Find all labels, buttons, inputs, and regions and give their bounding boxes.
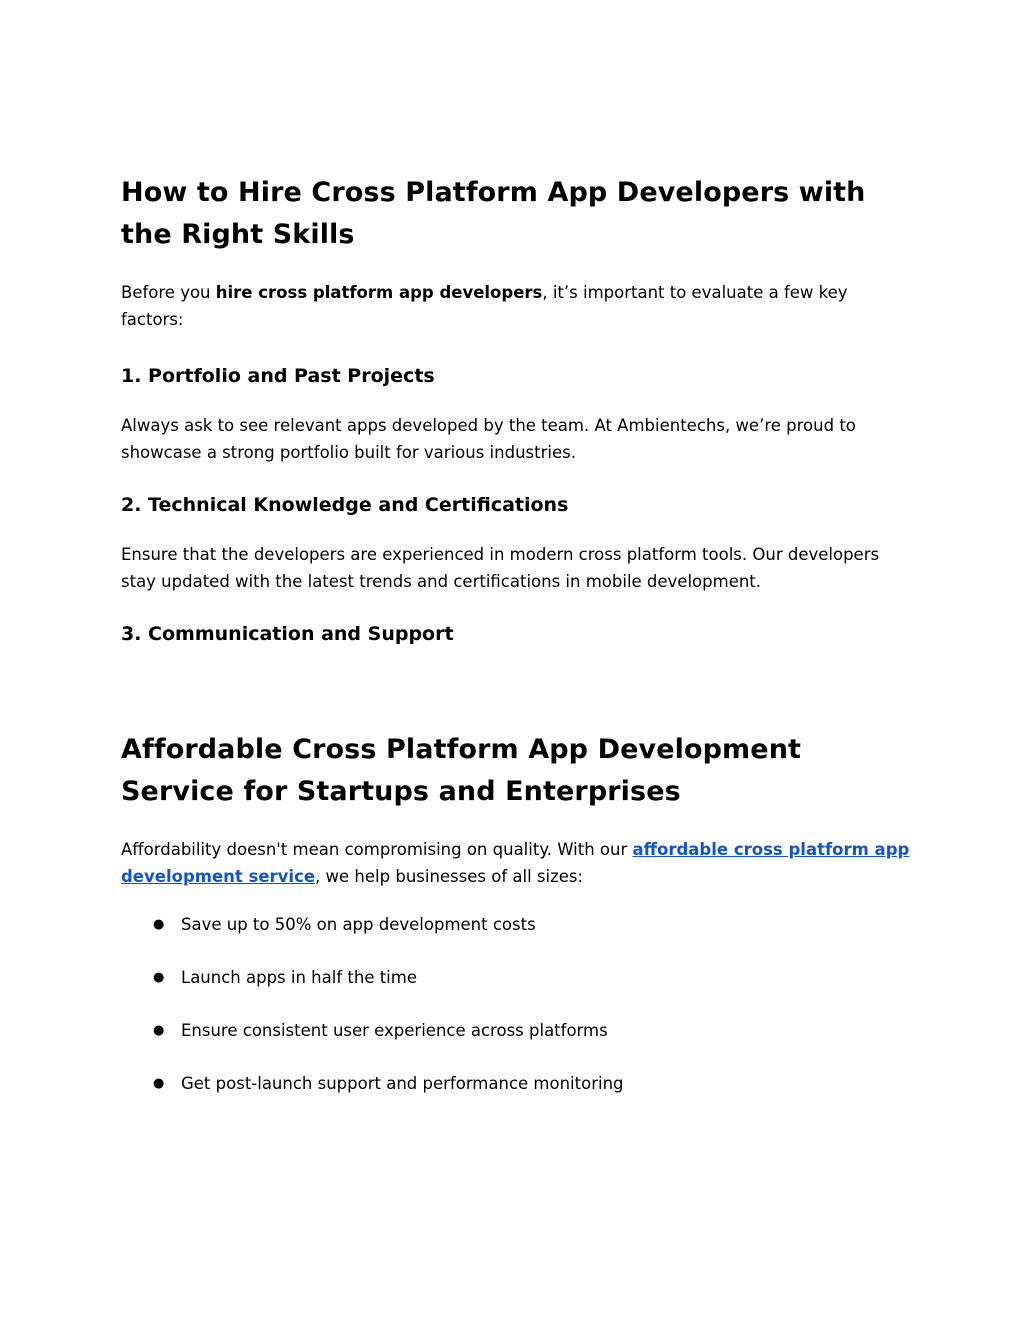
bullet-icon: ● — [153, 1023, 165, 1038]
list-item-text: Get post-launch support and performance monitoring — [181, 1074, 624, 1093]
intro-text-before: Before you — [121, 283, 216, 302]
benefits-list — [121, 912, 911, 1097]
subheading-communication: 3. Communication and Support — [121, 623, 454, 645]
paragraph-portfolio: Always ask to see relevant apps developed by the team. At Ambientechs, we’re proud to showcase a strong portfolio built for various industries. — [121, 416, 856, 462]
intro-text-after: , it’s important to evaluate a few key factors: — [121, 283, 848, 329]
bullet-icon: ● — [153, 917, 165, 932]
list-item — [121, 912, 911, 938]
bullet-icon: ● — [153, 1076, 165, 1091]
paragraph-technical-knowledge: Ensure that the developers are experienced in modern cross platform tools. Our developers stay updated with the latest trends and certifications in mobile development. — [121, 545, 880, 591]
list-item-text: Ensure consistent user experience across platforms — [181, 1021, 608, 1040]
list-item — [121, 1018, 911, 1044]
affordable-text-before: Affordability doesn't mean compromising on quality. With our — [121, 840, 633, 859]
intro-paragraph-affordable — [121, 837, 911, 890]
list-item-text: Save up to 50% on app development costs — [181, 915, 536, 934]
intro-paragraph-hire — [121, 280, 911, 333]
list-item — [121, 965, 911, 991]
intro-text-bold: hire cross platform app developers — [215, 283, 543, 302]
list-item — [121, 1071, 911, 1097]
subheading-technical-knowledge: 2. Technical Knowledge and Certifications — [121, 494, 569, 516]
subheading-portfolio: 1. Portfolio and Past Projects — [121, 365, 435, 387]
bullet-icon: ● — [153, 970, 165, 985]
section-heading-hire: How to Hire Cross Platform App Developers with the Right Skills — [121, 177, 866, 250]
section-heading-affordable: Affordable Cross Platform App Development Service for Startups and Enterprises — [121, 734, 802, 807]
document-page — [121, 172, 911, 1124]
affordable-text-after: , we help businesses of all sizes: — [315, 866, 584, 886]
affordable-service-link[interactable]: affordable cross platform app development service — [121, 840, 910, 886]
list-item-text: Launch apps in half the time — [181, 968, 417, 987]
